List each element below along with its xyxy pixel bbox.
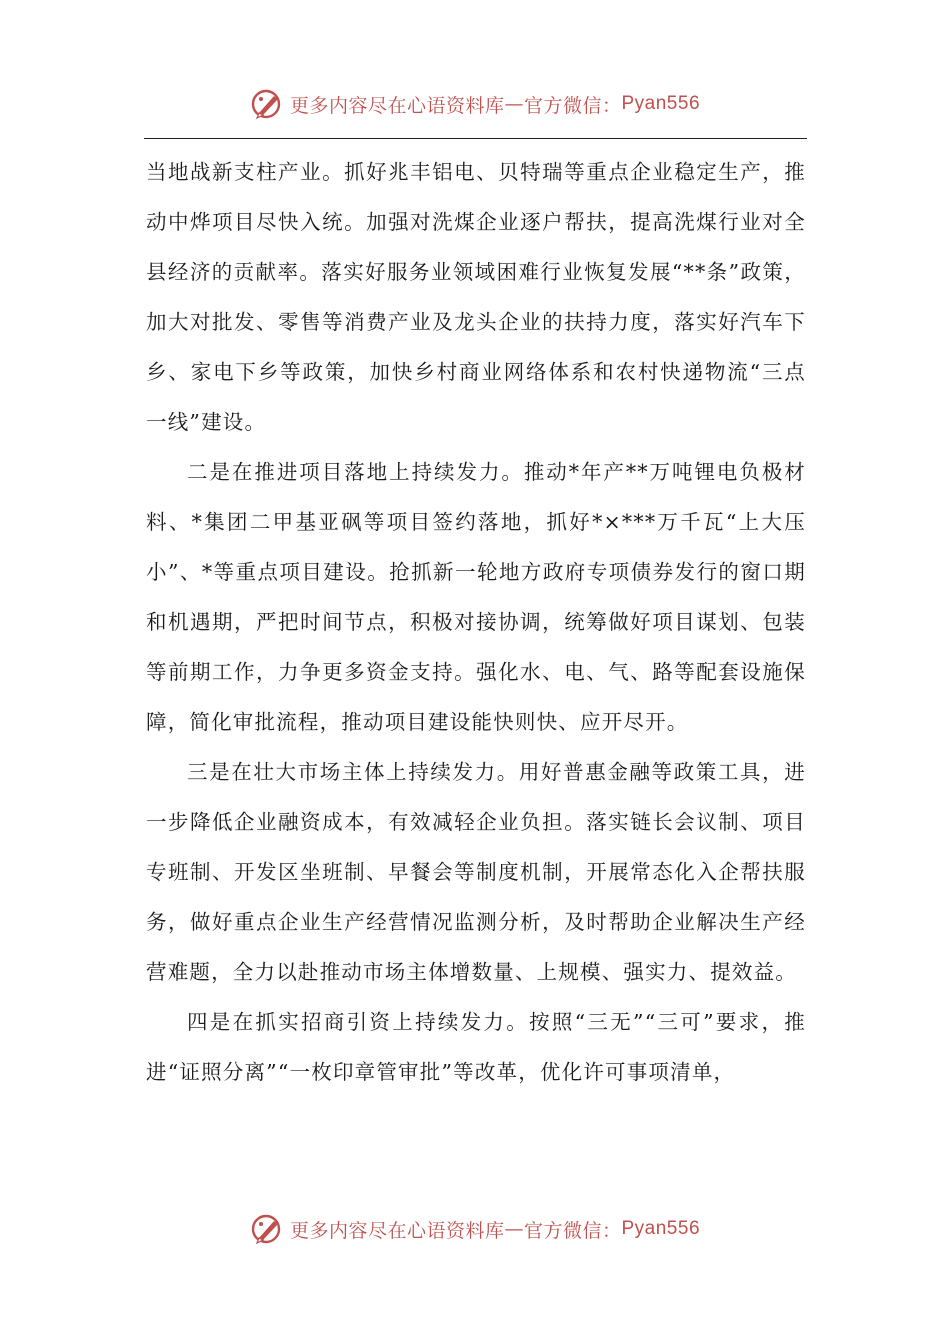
paragraph-market-entities: 三是在壮大市场主体上持续发力。用好普惠金融等政策工具，进一步降低企业融资成本，有效减轻企业负担。落实链长会议制、项目专班制、开发区坐班制、早餐会等制度机制，开展常态化入企帮扶服务，做好重点企业生产经营情况监测分析，及时帮助企业解决生产经营难题，全力以赴推动市场主体增数量、上规模、强实力、提效益。 xyxy=(146,760,806,984)
header-wechat-label: 官方微信： xyxy=(523,94,622,117)
footer-brand: 更多内容尽在心语资料库 xyxy=(289,1219,505,1242)
paragraph-investment-attraction: 四是在抓实招商引资上持续发力。按照“三无”“三可”要求，推进“证照分离”“一枚印章管审批”等改革，优化许可事项清单， xyxy=(146,1010,806,1084)
header-brand: 更多内容尽在心语资料库 xyxy=(289,94,505,117)
paragraph-project-landing: 二是在推进项目落地上持续发力。推动*年产**万吨锂电负极材料、*集团二甲基亚砜等项目签约落地，抓好*×***万千瓦“上大压小”、*等重点项目建设。抢抓新一轮地方政府专项债券发行的窗口期和机遇期，严把时间节点，积极对接协调，统筹做好项目谋划、包装等前期工作，力争更多资金支持。强化水、电、气、路等配套设施保障，简化审批流程，推动项目建设能快则快、应开尽开。 xyxy=(146,460,806,734)
document-body xyxy=(146,147,806,1097)
header-wechat-id: Pyan556 xyxy=(621,93,701,114)
page-header xyxy=(0,84,950,124)
page-footer xyxy=(0,1209,950,1249)
footer-separator: — xyxy=(504,1218,524,1240)
pen-circle-logo-icon xyxy=(250,1212,284,1246)
header-separator: — xyxy=(504,93,524,115)
header-divider xyxy=(144,138,807,139)
paragraph-continuation: 当地战新支柱产业。抓好兆丰铝电、贝特瑞等重点企业稳定生产，推动中烨项目尽快入统。加强对洗煤企业逐户帮扶，提高洗煤行业对全县经济的贡献率。落实好服务业领域困难行业恢复发展“**条”政策，加大对批发、零售等消费产业及龙头企业的扶持力度，落实好汽车下乡、家电下乡等政策，加快乡村商业网络体系和农村快递物流“三点一线”建设。 xyxy=(146,160,806,434)
pen-circle-logo-icon xyxy=(250,87,284,121)
footer-wechat-label: 官方微信： xyxy=(523,1219,622,1242)
footer-wechat-id: Pyan556 xyxy=(621,1218,701,1239)
